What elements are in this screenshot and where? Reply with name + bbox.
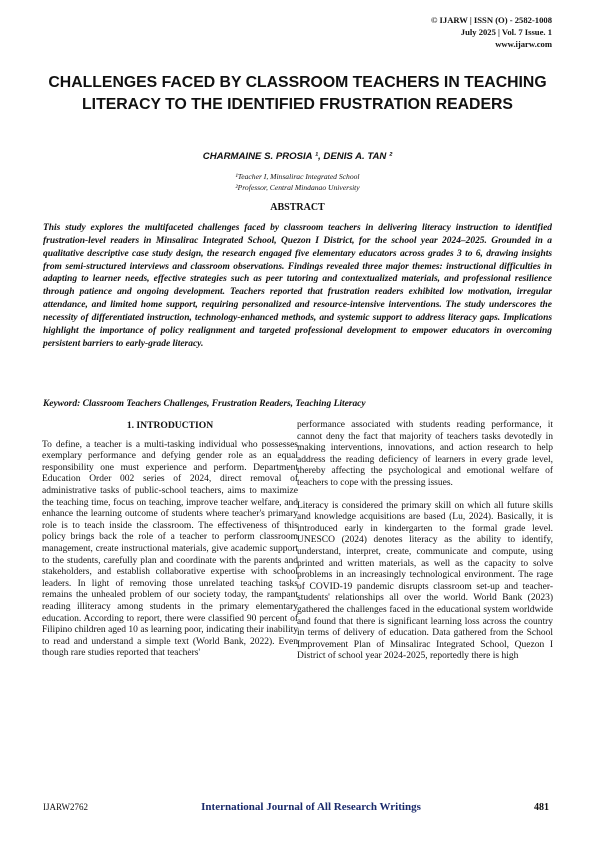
- article-id: IJARW2762: [43, 802, 88, 812]
- website-line: www.ijarw.com: [495, 39, 552, 49]
- affiliations: [40, 171, 555, 193]
- intro-paragraph-1: To define, a teacher is a multi-tasking individual who possesses exemplary performance and defying gender role as an equal responsibility one must experience and perform. Department Education Order 002 series of 2024, direct removal of administrative tasks of public-school teachers, aims to maximize the teaching time, focus on teaching, improve teacher welfare, and enhance the learning outcome of students where teacher's primary role is to teach inside the classroom. The effectiveness of this policy brings back the role of a teacher to perform classroom management, create instructional materials, give academic support to the students, carefully plan and coordinate with the parents and stakeholders, and establish collaborative expertise with school leaders. In light of removing those unrelated teaching tasks remains the unhealed problem of our society today, the rampant reading illiteracy among students in the primary elementary education. According to report, there were classified 90 percent of Filipino children aged 10 as learning poor, indicating their inability to read and understand a simple text (World Bank, 2022). Even though rare studies reported that teachers': [42, 439, 298, 659]
- journal-header-meta: [431, 14, 552, 50]
- paper-title: CHALLENGES FACED BY CLASSROOM TEACHERS IN TEACHING LITERACY TO THE IDENTIFIED FRUSTRATION READERS: [48, 74, 547, 113]
- journal-name: International Journal of All Research Writings: [201, 801, 421, 813]
- affiliation-2: ²Professor, Central Mindanao University: [235, 183, 360, 192]
- abstract-heading: ABSTRACT: [270, 202, 325, 213]
- keywords: Keyword: Classroom Teachers Challenges, Frustration Readers, Teaching Literacy: [43, 399, 366, 409]
- intro-paragraph-2: Literacy is considered the primary skill on which all future skills and knowledge acquisitions are based (Lu, 2024). Basically, it is introduced early in kindergarten to the formal grade level. UNESCO (2024) denotes literacy as the ability to identify, understand, interpret, create, communicate and compute, using printed and written materials, as well as the capacity to solve problems in an increasingly technological environment. The rage of COVID-19 pandemic disrupts classroom set-up and teacher-students' relationships all over the world. World Bank (2023) gathered the challenges faced in the educational system worldwide and found that there is significant learning loss across the country in terms of delivery of education. Data gathered from the School Improvement Plan of Minsalirac Integrated School, Quezon I District of school year 2024-2025, reportedly there is high: [297, 500, 553, 662]
- issn-line: © IJARW | ISSN (O) - 2582-1008: [430, 15, 552, 25]
- page-footer: [43, 801, 549, 813]
- right-column: [297, 420, 553, 663]
- intro-paragraph-1-continued: performance associated with students reading performance, it cannot deny the fact that majority of teachers tasks devotedly in making interventions, innovations, and action research to help address the reading deficiency of learners in every grade level, thereby affecting the psychological and emotional welfare of teachers to cope with the pressing issues.: [297, 420, 553, 488]
- abstract-text: This study explores the multifaceted challenges faced by classroom teachers in delivering literacy instruction to identified frustration-level readers in Minsalirac Integrated School, Quezon I District, for the school year 2024–2025. Grounded in a qualitative descriptive case study design, the research engaged five elementary educators across grades 3 to 6, drawing insights from semi-structured interviews and classroom observations. Findings revealed three major themes: instructional difficulties in adapting to learner needs, effective strategies such as peer tutoring and contextualized materials, and professional resilience through patience and ongoing development. Teachers reported that frustration readers exhibited low motivation, irregular attendance, and limited home support, requiring personalized and resource-intensive interventions. The study underscores the necessity of differentiated instruction, technology-enhanced methods, and systemic support to address literacy gaps. Implications highlight the importance of policy realignment and targeted professional development to empower educators in overcoming persistent barriers to early-grade literacy.: [43, 223, 552, 349]
- left-column: [42, 420, 298, 660]
- affiliation-1: ¹Teacher I, Minsalirac Integrated School: [235, 172, 360, 181]
- issue-line: July 2025 | Vol. 7 Issue. 1: [460, 27, 552, 37]
- section-heading-introduction: 1. INTRODUCTION: [126, 420, 214, 431]
- authors: CHARMAINE S. PROSIA ¹, DENIS A. TAN ²: [202, 151, 393, 162]
- page-number: 481: [534, 802, 549, 813]
